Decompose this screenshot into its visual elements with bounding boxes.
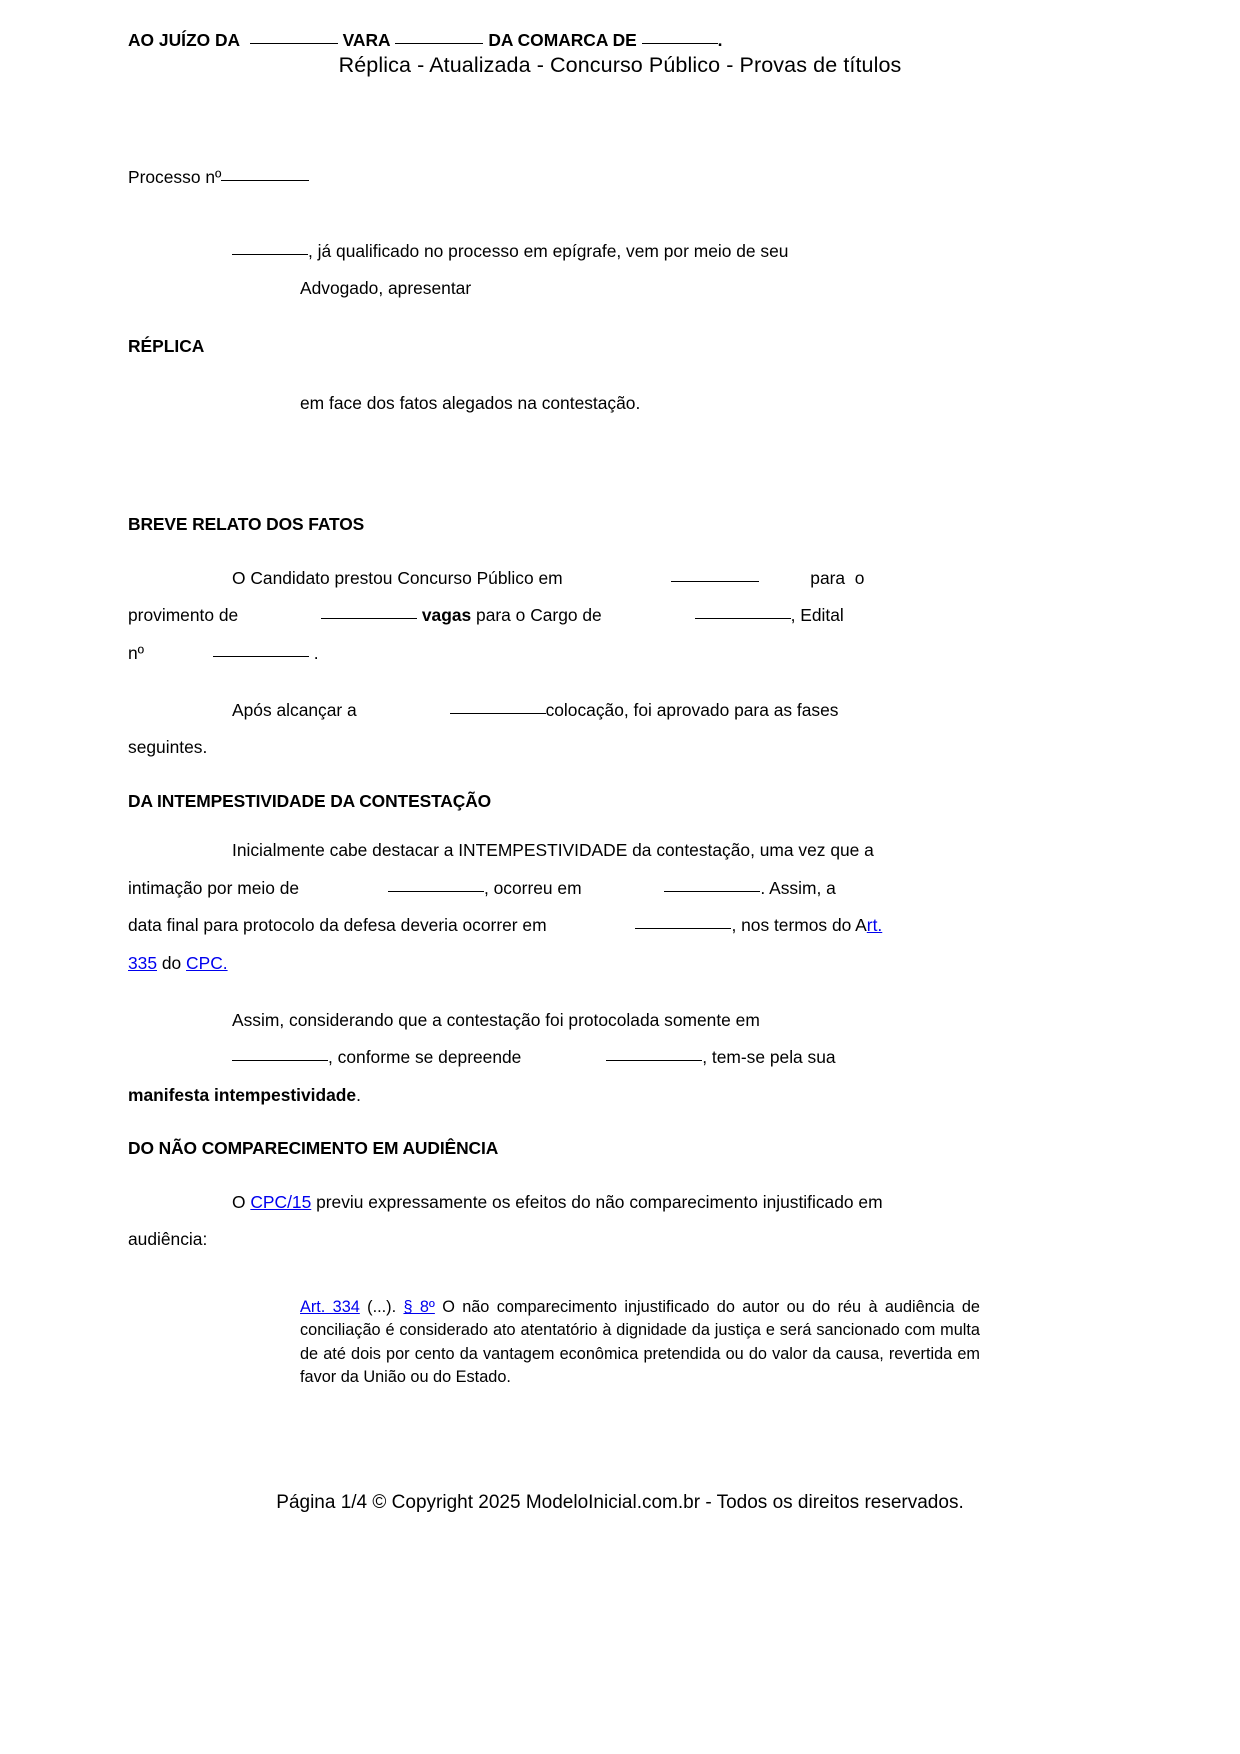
paragraph-candidato-l3: [128, 642, 980, 663]
blank-comarca[interactable]: [642, 32, 718, 44]
vagas-bold: vagas: [421, 605, 472, 626]
blank-vara-number[interactable]: [250, 32, 338, 44]
paragraph-cpc15-l2: audiência:: [128, 1228, 208, 1249]
candidato-text-3: para o Cargo de: [476, 605, 602, 626]
candidato-text-4: , Edital: [790, 605, 844, 626]
document-body: [128, 0, 980, 1389]
blank-party-name[interactable]: [232, 243, 308, 255]
quote-ellipsis: (...).: [367, 1298, 397, 1317]
addressing-mid2: DA COMARCA DE: [488, 30, 637, 50]
paragraph-candidato: O Candidato prestou Concurso Público em para o: [232, 567, 865, 588]
addressing-suffix: .: [717, 30, 723, 50]
do-connector: do: [157, 952, 187, 973]
blank-data-final-defesa[interactable]: [635, 917, 731, 929]
paragraph-colocacao: [128, 702, 980, 719]
blank-data-protocolo[interactable]: [232, 1049, 328, 1061]
addressing-line: [128, 32, 980, 49]
inicialmente-text-6: , nos termos do A: [731, 915, 867, 936]
replica-heading: RÉPLICA: [128, 335, 205, 356]
paragraph-assim-l1: [128, 1009, 980, 1030]
edital-label: nº: [128, 642, 145, 663]
em-face-line: em face dos fatos alegados na contestação.: [300, 393, 641, 414]
manifesta-intempestividade-bold: manifesta intempestividade: [128, 1084, 357, 1105]
link-art-334[interactable]: Art. 334: [300, 1298, 360, 1317]
intro-text-2: Advogado, apresentar: [300, 278, 472, 299]
colocacao-text-1: Após alcançar a: [232, 700, 357, 721]
candidato-text-1: O Candidato prestou Concurso Público em: [232, 567, 563, 588]
process-number-line: [128, 169, 980, 186]
assim-period: .: [356, 1084, 361, 1105]
blank-concurso-ano[interactable]: [671, 570, 759, 582]
assim-text-2: , conforme se depreende: [328, 1047, 522, 1068]
blank-vagas-qtd[interactable]: [321, 607, 417, 619]
paragraph-inicialmente-l1: [128, 842, 980, 859]
paragraph-inicialmente-l2: [128, 877, 980, 898]
candidato-text-2: provimento de: [128, 605, 239, 626]
section-heading-breve-relato: BREVE RELATO DOS FATOS: [128, 514, 365, 535]
assim-text-3: , tem-se pela sua: [702, 1047, 836, 1068]
legal-quote-block: [300, 1296, 980, 1389]
process-label: Processo nº: [128, 167, 222, 188]
candidato-period: .: [313, 642, 319, 663]
page-footer: Página 1/4 © Copyright 2025 ModeloInicial.com.br - Todos os direitos reservados.: [276, 1492, 964, 1513]
link-art-335-part1[interactable]: rt.: [866, 915, 883, 936]
inicialmente-text-4: . Assim, a: [760, 877, 836, 898]
section-heading-nao-comparecimento: DO NÃO COMPARECIMENTO EM AUDIÊNCIA: [128, 1138, 499, 1159]
assim-text-1: Assim, considerando que a contestação foi protocolada somente em: [232, 1009, 760, 1030]
link-art-335-part2[interactable]: 335: [128, 952, 158, 973]
inicialmente-text-1: Inicialmente cabe destacar a INTEMPESTIVIDADE da contestação, uma vez que a: [232, 840, 874, 861]
paragraph-assim-l3: [128, 1084, 980, 1105]
blank-process-number[interactable]: [221, 169, 309, 181]
blank-cargo[interactable]: [695, 607, 791, 619]
cpc-text-2: previu expressamente os efeitos do não comparecimento injustificado em: [311, 1191, 883, 1212]
link-paragrafo-8[interactable]: § 8º: [403, 1298, 435, 1317]
quote-body: O não comparecimento injustificado do autor ou do réu à audiência de conciliação é considerado ato atentatório à dignidade da justiça e será sancionado com multa de até dois por cento da vantagem econômica pretendida ou do valor da causa, revertida em favor da União ou do Estado.: [300, 1298, 980, 1386]
paragraph-candidato-l2: [128, 607, 980, 624]
blank-edital-numero[interactable]: [213, 645, 309, 657]
section-heading-intempestividade: DA INTEMPESTIVIDADE DA CONTESTAÇÃO: [128, 790, 492, 811]
blank-data-intimacao[interactable]: [664, 880, 760, 892]
inicialmente-text-2: intimação por meio de: [128, 877, 300, 898]
blank-meio-intimacao[interactable]: [388, 880, 484, 892]
inicialmente-text-5: data final para protocolo da defesa deveria ocorrer em: [128, 915, 547, 936]
inicialmente-text-3: , ocorreu em: [483, 877, 582, 898]
paragraph-assim-l2: [128, 1049, 980, 1066]
paragraph-cpc15-l1: [128, 1191, 980, 1212]
blank-colocacao[interactable]: [450, 702, 546, 714]
intro-paragraph-cont: [128, 280, 980, 297]
link-cpc[interactable]: CPC.: [186, 952, 228, 973]
paragraph-inicialmente-l4: [128, 952, 980, 973]
addressing-mid1: VARA: [342, 30, 391, 50]
blank-vara-type[interactable]: [395, 32, 483, 44]
colocacao-text-2: colocação, foi aprovado para as fases: [545, 700, 839, 721]
blank-documento-comprobatorio[interactable]: [606, 1049, 702, 1061]
paragraph-colocacao-l2: seguintes.: [128, 737, 208, 758]
intro-text: , já qualificado no processo em epígrafe, vem por meio de seu: [308, 240, 789, 261]
link-cpc-15[interactable]: CPC/15: [250, 1191, 312, 1212]
intro-paragraph: [128, 240, 980, 261]
page-title: Réplica - Atualizada - Concurso Público - Provas de títulos: [338, 53, 902, 77]
paragraph-inicialmente-l3: [128, 917, 980, 934]
addressing-prefix: AO JUÍZO DA: [128, 30, 241, 50]
cpc-text-1: O: [232, 1191, 251, 1212]
